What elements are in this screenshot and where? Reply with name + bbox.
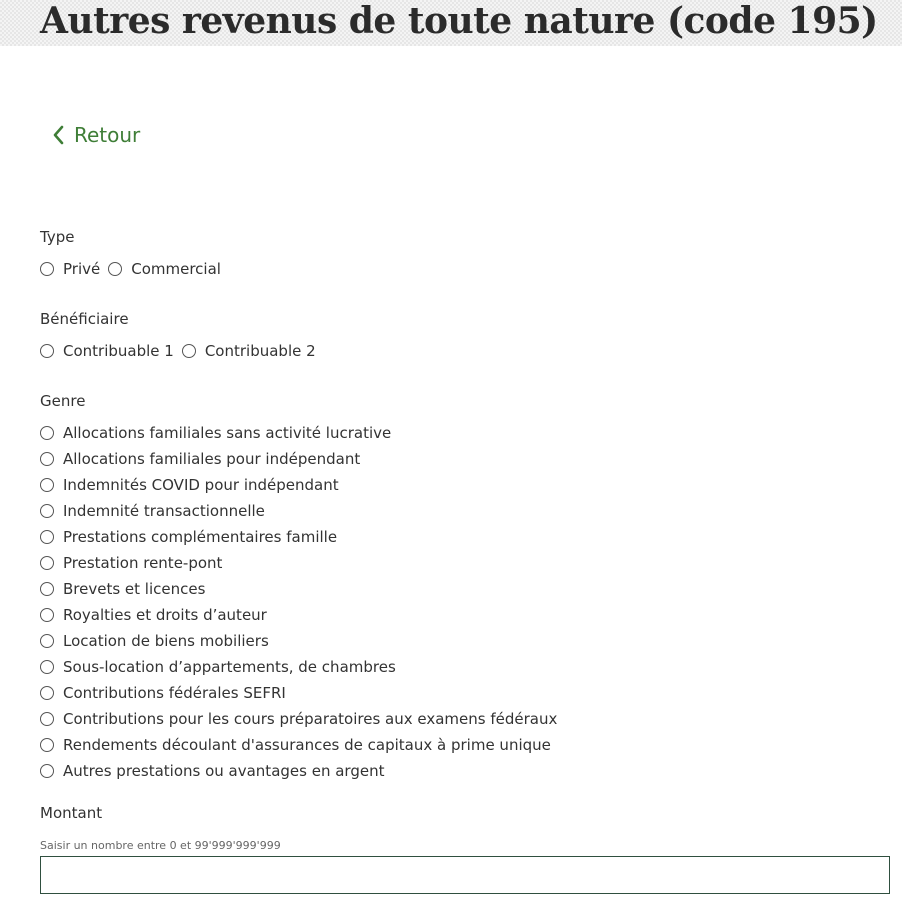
radio-button[interactable] bbox=[40, 478, 54, 492]
radio-button[interactable] bbox=[182, 344, 196, 358]
radio-button[interactable] bbox=[40, 530, 54, 544]
radio-button[interactable] bbox=[40, 452, 54, 466]
genre-option[interactable] bbox=[40, 576, 557, 602]
radio-button[interactable] bbox=[40, 504, 54, 518]
page-title: Autres revenus de toute nature (code 195) bbox=[40, 0, 878, 42]
type-radio-group bbox=[40, 257, 229, 281]
genre-label: Genre bbox=[40, 392, 86, 410]
radio-button[interactable] bbox=[40, 608, 54, 622]
genre-option[interactable] bbox=[40, 732, 557, 758]
chevron-left-icon bbox=[52, 125, 64, 145]
radio-label: Indemnité transactionnelle bbox=[63, 502, 265, 520]
genre-option[interactable] bbox=[40, 524, 557, 550]
genre-option[interactable] bbox=[40, 758, 557, 784]
genre-option[interactable] bbox=[40, 706, 557, 732]
montant-hint: Saisir un nombre entre 0 et 99'999'999'999 bbox=[40, 839, 281, 852]
beneficiaire-option-contribuable-2[interactable] bbox=[182, 341, 316, 361]
radio-button[interactable] bbox=[40, 426, 54, 440]
genre-option[interactable] bbox=[40, 628, 557, 654]
radio-button[interactable] bbox=[40, 686, 54, 700]
radio-label: Location de biens mobiliers bbox=[63, 632, 269, 650]
radio-label: Prestation rente-pont bbox=[63, 554, 223, 572]
genre-option[interactable] bbox=[40, 420, 557, 446]
radio-label: Contributions pour les cours préparatoires aux examens fédéraux bbox=[63, 710, 558, 728]
radio-label: Contribuable 2 bbox=[204, 342, 316, 360]
radio-label: Contributions fédérales SEFRI bbox=[63, 684, 286, 702]
radio-label: Contribuable 1 bbox=[63, 342, 174, 360]
type-option-commercial[interactable] bbox=[108, 259, 221, 279]
radio-button[interactable] bbox=[40, 344, 54, 358]
radio-label: Privé bbox=[63, 260, 101, 278]
back-link[interactable] bbox=[52, 120, 140, 150]
genre-option[interactable] bbox=[40, 446, 557, 472]
genre-option[interactable] bbox=[40, 602, 557, 628]
radio-button[interactable] bbox=[108, 262, 122, 276]
beneficiaire-radio-group bbox=[40, 339, 324, 363]
radio-button[interactable] bbox=[40, 764, 54, 778]
radio-label: Commercial bbox=[131, 260, 221, 278]
genre-option[interactable] bbox=[40, 472, 557, 498]
radio-label: Autres prestations ou avantages en argent bbox=[63, 762, 385, 780]
type-option-prive[interactable] bbox=[40, 259, 100, 279]
montant-input[interactable] bbox=[40, 856, 890, 894]
back-link-label: Retour bbox=[74, 123, 141, 147]
type-label: Type bbox=[40, 228, 75, 246]
montant-label: Montant bbox=[40, 804, 103, 822]
radio-label: Rendements découlant d'assurances de capitaux à prime unique bbox=[63, 736, 551, 754]
radio-label: Prestations complémentaires famille bbox=[63, 528, 338, 546]
genre-option[interactable] bbox=[40, 498, 557, 524]
radio-label: Allocations familiales pour indépendant bbox=[63, 450, 361, 468]
radio-button[interactable] bbox=[40, 738, 54, 752]
radio-label: Indemnités COVID pour indépendant bbox=[63, 476, 339, 494]
radio-button[interactable] bbox=[40, 634, 54, 648]
radio-label: Brevets et licences bbox=[63, 580, 206, 598]
radio-button[interactable] bbox=[40, 660, 54, 674]
radio-button[interactable] bbox=[40, 582, 54, 596]
genre-option[interactable] bbox=[40, 550, 557, 576]
radio-label: Allocations familiales sans activité lucrative bbox=[63, 424, 392, 442]
radio-label: Sous-location d’appartements, de chambres bbox=[63, 658, 396, 676]
header-band bbox=[0, 0, 902, 46]
radio-button[interactable] bbox=[40, 262, 54, 276]
genre-radio-group bbox=[40, 420, 557, 784]
genre-option[interactable] bbox=[40, 654, 557, 680]
radio-button[interactable] bbox=[40, 712, 54, 726]
beneficiaire-label: Bénéficiaire bbox=[40, 310, 129, 328]
beneficiaire-option-contribuable-1[interactable] bbox=[40, 341, 174, 361]
radio-button[interactable] bbox=[40, 556, 54, 570]
genre-option[interactable] bbox=[40, 680, 557, 706]
radio-label: Royalties et droits d’auteur bbox=[63, 606, 267, 624]
